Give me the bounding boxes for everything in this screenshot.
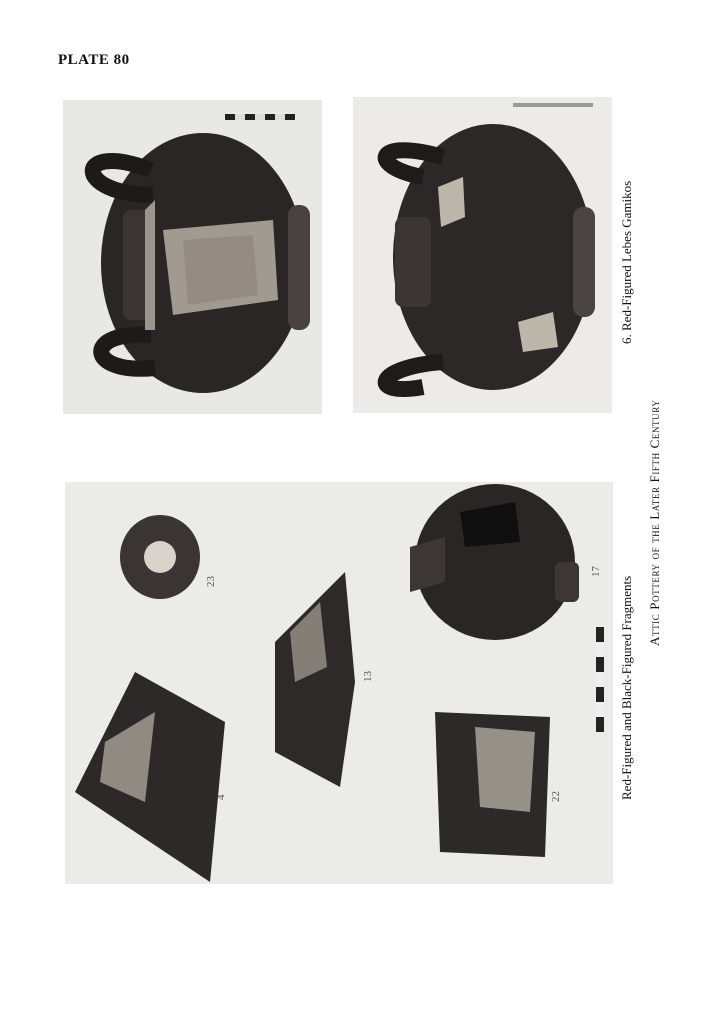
fragment-number-22: 22 bbox=[550, 791, 562, 802]
fragment-number-23: 23 bbox=[205, 576, 217, 587]
plate-label: PLATE 80 bbox=[58, 52, 130, 68]
caption-lebes: 6. Red-Figured Lebes Gamikos bbox=[619, 180, 634, 344]
fragments-photo bbox=[65, 482, 613, 884]
fragment-number-4: 4 bbox=[215, 794, 227, 800]
lebes-photo-view-2 bbox=[353, 97, 612, 413]
fragment-number-17: 17 bbox=[590, 566, 602, 577]
fragment-number-13: 13 bbox=[362, 671, 374, 682]
plate-title: Attic Pottery of the Later Fifth Century bbox=[647, 399, 662, 646]
lebes-photo-view-1 bbox=[63, 100, 322, 414]
caption-fragments: Red-Figured and Black-Figured Fragments bbox=[619, 575, 634, 800]
